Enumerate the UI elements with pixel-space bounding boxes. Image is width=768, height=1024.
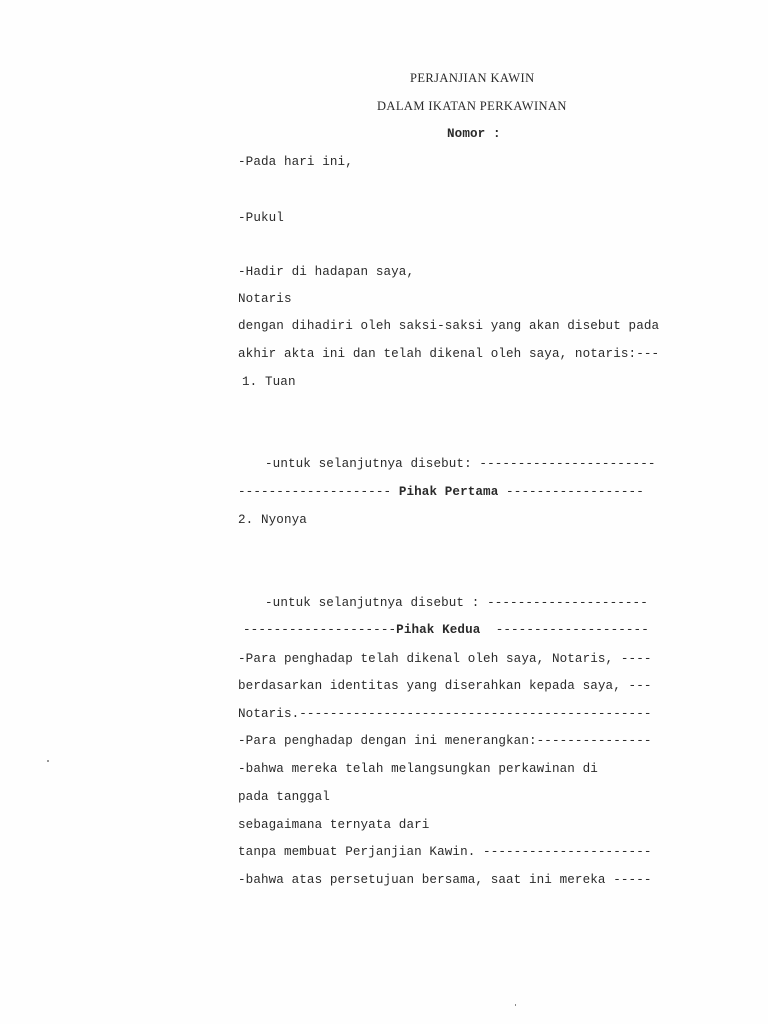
para-penghadap-line-1: -Para penghadap telah dikenal oleh saya, Notaris, ---- — [238, 652, 652, 666]
pihak-pertama-dashes-right: ------------------ — [498, 485, 644, 499]
pihak-kedua-label: Pihak Kedua — [396, 623, 481, 637]
dihadiri-line-1: dengan dihadiri oleh saksi-saksi yang akan disebut pada — [238, 319, 660, 333]
tanpa-line: tanpa membuat Perjanjian Kawin. ---------------------- — [238, 845, 652, 859]
pada-tanggal-line: pada tanggal — [238, 790, 330, 804]
pihak-kedua-dashes-left: -------------------- — [243, 623, 397, 637]
title-line-1: PERJANJIAN KAWIN — [410, 71, 535, 85]
menerangkan-line: -Para penghadap dengan ini menerangkan:--------------- — [238, 734, 652, 748]
hadir-line: -Hadir di hadapan saya, — [238, 265, 415, 279]
pihak-kedua-dashes-right: -------------------- — [480, 623, 649, 637]
bahwa-line-1: -bahwa mereka telah melangsungkan perkawinan di — [238, 762, 598, 776]
pada-hari-line: -Pada hari ini, — [238, 155, 353, 169]
notaris-line: Notaris — [238, 292, 292, 306]
scan-speck — [515, 1004, 516, 1006]
sebagaimana-line: sebagaimana ternyata dari — [238, 818, 430, 832]
pihak-pertama-dashes-left: -------------------- — [238, 485, 399, 499]
pihak-pertama-intro: -untuk selanjutnya disebut: ----------------------- — [265, 457, 656, 471]
nyonya-line: 2. Nyonya — [238, 513, 307, 527]
tuan-line: 1. Tuan — [242, 375, 296, 389]
pihak-kedua-intro: -untuk selanjutnya disebut : --------------------- — [265, 596, 648, 610]
title-line-2: DALAM IKATAN PERKAWINAN — [377, 99, 567, 113]
dihadiri-line-2: akhir akta ini dan telah dikenal oleh saya, notaris:--- — [238, 347, 660, 361]
para-penghadap-line-2: berdasarkan identitas yang diserahkan kepada saya, --- — [238, 679, 652, 693]
bahwa-line-2: -bahwa atas persetujuan bersama, saat ini mereka ----- — [238, 873, 652, 887]
pihak-pertama-line — [238, 484, 644, 500]
nomor-label: Nomor : — [447, 127, 501, 141]
pukul-line: -Pukul — [238, 211, 284, 225]
pihak-pertama-label: Pihak Pertama — [398, 485, 499, 499]
para-penghadap-line-3: Notaris.---------------------------------------------- — [238, 707, 652, 721]
pihak-kedua-line — [243, 622, 649, 638]
scan-speck — [47, 760, 49, 762]
